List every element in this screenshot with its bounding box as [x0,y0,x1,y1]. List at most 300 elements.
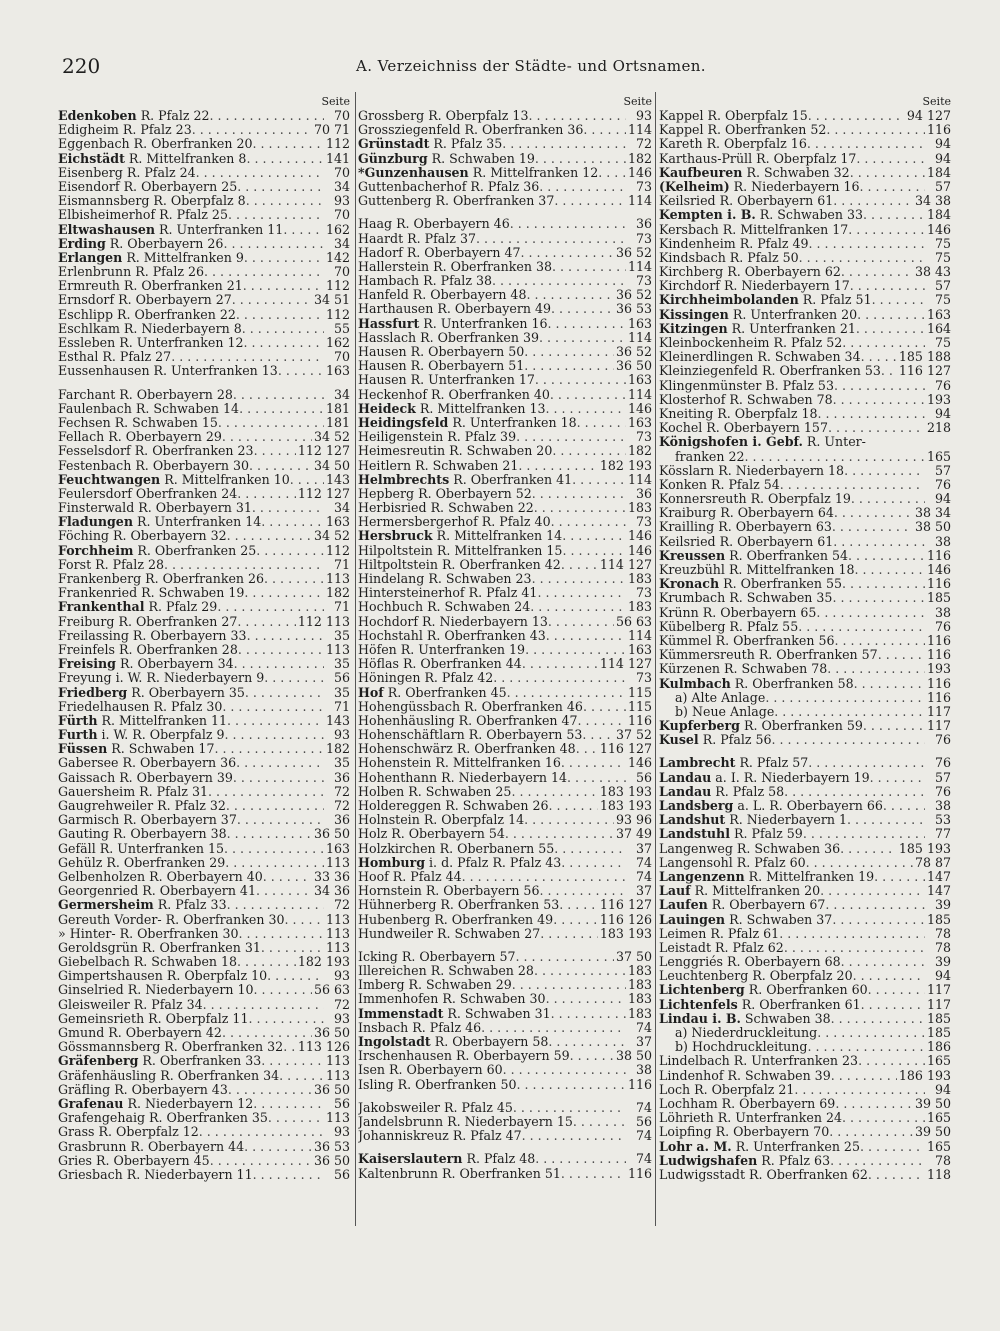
entry-name [659,983,868,997]
index-entry [659,407,951,421]
entry-name: Gräfenhäusling R. Oberfranken 34 [58,1068,280,1083]
leader-dots [850,166,925,180]
index-entry [358,473,652,487]
entry-name: Guttenbacherhof R. Pfalz 36 [358,179,540,194]
index-entry [659,969,951,983]
index-entry [659,799,951,813]
entry-region: R. Niederbayern 16 [729,179,860,194]
index-entry [659,478,951,492]
leader-dots [279,1069,324,1083]
entry-page: 35 [333,656,350,672]
entry-name: Holnstein R. Oberpfalz 14 [358,813,525,828]
entry-page: 183 [627,977,652,993]
entry-name: Konnersreuth R. Oberpfalz 19 [659,492,851,507]
leader-dots [462,870,626,884]
entry-region: R. Unterfranken 16 [419,316,548,331]
entry-page: 94 [934,491,951,507]
index-entry [58,629,350,643]
leader-dots [228,208,324,222]
index-entry [358,515,652,529]
entry-name [659,785,784,799]
entry-region: R. Schwaben 37 [725,912,833,927]
entry-name: Grasbrunn R. Oberbayern 44 [58,1139,245,1154]
entry-name: Hochstahl R. Oberfranken 43 [358,628,546,643]
seite-header: Seite [623,95,652,108]
entry-name [58,714,227,728]
entry-name [358,402,545,416]
leader-dots [214,742,323,756]
entry-name [659,733,772,747]
leader-dots [254,983,312,997]
entry-name: Höfen R. Unterfranken 19 [358,642,526,657]
entry-page: 116 [627,1165,652,1181]
entry-name: Heiligenstein R. Pfalz 39 [358,430,517,445]
entry-page: 113 [325,1110,350,1126]
entry-page: 165 [926,1053,951,1069]
leader-dots [236,756,324,770]
entry-page: 182 [627,443,652,459]
index-entry [58,152,350,166]
entry-name-bold: Kaufbeuren [659,165,743,180]
index-entry [58,402,350,416]
entry-page: 146 [627,542,652,558]
index-entry [659,1168,951,1182]
leader-dots [820,884,925,898]
leader-dots [237,180,324,194]
leader-dots [834,379,925,393]
entry-region: R. Unterfranken 18 [448,415,577,430]
entry-page: 116 [926,647,951,663]
entry-page: 70 [333,207,350,223]
index-entry [58,1154,350,1168]
entry-page: 183 [627,963,652,979]
entry-region: R. Pfalz 57 [735,756,809,771]
entry-name [659,827,803,841]
entry-name: Lindenhof R. Schwaben 39 [659,1068,831,1083]
leader-dots [518,459,598,473]
index-entry [358,1078,652,1092]
leader-dots [244,586,324,600]
leader-dots [244,1140,312,1154]
entry-page: 116 127 [599,741,652,757]
entry-name [58,600,217,614]
index-entry [58,194,350,208]
leader-dots [268,1111,324,1125]
entry-page: 114 [627,386,652,402]
entry-page: 114 127 [599,556,652,572]
entry-name [659,1154,830,1168]
entry-page: 73 [635,670,652,686]
entry-name: Icking R. Oberbayern 57 [358,949,516,964]
index-entry [58,487,350,501]
entry-name: Forst R. Pfalz 28 [58,557,165,572]
entry-name: Friedelhausen R. Pfalz 30 [58,699,223,714]
leader-dots [576,742,598,756]
entry-page: 36 [333,812,350,828]
leader-dots [261,515,324,529]
index-entry [659,492,951,506]
index-entry [659,137,951,151]
entry-name [358,166,598,180]
index-entry [58,501,350,515]
entry-page: 38 [635,1062,652,1078]
entry-page: 117 [926,996,951,1012]
entry-name [358,473,572,487]
entry-page: 164 [926,320,951,336]
index-entry [58,955,350,969]
entry-name [58,515,261,529]
entry-name [358,317,548,331]
index-entry [358,813,652,827]
leader-dots [227,827,312,841]
entry-page: 163 [325,514,350,530]
leader-dots [816,606,925,620]
leader-dots [244,336,324,350]
entry-name: Immenhofen R. Schwaben 30 [358,992,546,1007]
leader-dots [238,643,324,657]
entry-name [58,742,214,756]
index-entry [659,1069,951,1083]
entry-page: 147 [926,868,951,884]
index-entry [358,166,652,180]
leader-dots [526,288,613,302]
entry-name: Gelbenholzen R. Oberbayern 40 [58,869,263,884]
entry-region: R. Pfalz 56 [698,733,772,748]
index-entry [659,208,951,222]
entry-name [659,166,850,180]
index-entry [58,771,350,785]
index-entry [58,785,350,799]
leader-dots [539,884,626,898]
entry-name-bold: Gräfenberg [58,1054,139,1069]
entry-page: 73 [635,514,652,530]
entry-page: 116 [926,576,951,592]
index-entry [58,123,350,137]
index-entry [659,870,951,884]
entry-page: 112 127 [297,485,350,501]
leader-dots [253,1168,324,1182]
entry-page: 143 [325,712,350,728]
index-entry [358,728,652,742]
index-entry [659,166,951,180]
entry-region: R. Pfalz 22 [136,109,210,123]
index-entry [659,464,951,478]
leader-dots [476,232,626,246]
index-entry [659,1111,951,1125]
index-entry [58,813,350,827]
entry-name: Fellach R. Oberbayern 29 [58,430,222,445]
index-entry [58,388,350,402]
entry-name [58,109,210,123]
leader-dots [254,444,296,458]
entry-page: 116 [627,1076,652,1092]
entry-name-bold: Erding [58,236,106,251]
entry-page: 112 113 [297,613,350,629]
index-entry [58,293,350,307]
entry-page: 185 [926,1010,951,1026]
index-entry [659,927,951,941]
entry-name [659,884,820,898]
leader-dots [263,870,312,884]
entry-page: 116 [926,632,951,648]
leader-dots [535,1152,626,1166]
entry-page: 70 [333,349,350,365]
leader-dots [872,293,925,307]
leader-dots [860,180,926,194]
entry-name: Fesselsdorf R. Oberfranken 23 [58,444,254,459]
leader-dots [233,771,324,785]
entry-name: Hausen R. Oberbayern 50 [358,345,525,359]
index-entry [58,643,350,657]
leader-dots [510,217,626,231]
entry-page: 74 [635,868,652,884]
index-entry [659,898,951,912]
index-entry [58,265,350,279]
entry-name: Hubenberg R. Oberfranken 49 [358,912,554,927]
leader-dots [492,274,626,288]
leader-dots [225,856,324,870]
leader-dots [511,785,597,799]
entry-name [58,237,223,251]
entry-page: 36 53 [313,1138,350,1154]
index-entry [358,317,652,331]
index-entry [358,913,652,927]
entry-name: Haardt R. Pfalz 37 [358,231,476,246]
entry-page: 116 126 [599,911,652,927]
leader-dots [164,558,324,572]
leader-dots [218,416,324,430]
index-entry [358,345,652,359]
index-entry [358,714,652,728]
index-entry [358,671,652,685]
leader-dots [203,998,324,1012]
entry-name: Geroldsgrün R. Oberfranken 31 [58,940,261,955]
entry-page: 112 [325,306,350,322]
entry-page: 93 [635,108,652,123]
leader-dots [833,194,913,208]
entry-page: 182 193 [297,954,350,970]
leader-dots [868,1168,925,1182]
entry-page: 74 [635,1019,652,1035]
leader-dots [223,237,324,251]
leader-dots [481,1021,626,1035]
entry-name [659,180,860,194]
entry-page: 93 [333,1124,350,1140]
index-entry [358,950,652,964]
leader-dots [278,364,324,378]
entry-page: 38 50 [615,1048,652,1064]
index-entry [659,180,951,194]
index-entry [358,615,652,629]
index-entry [659,308,951,322]
index-entry [659,506,951,520]
leader-dots [248,1012,324,1026]
index-entry [358,600,652,614]
entry-name: Hochbuch R. Schwaben 24 [358,600,531,615]
entry-page: 146 [627,400,652,416]
entry-name: Lochham R. Oberbayern 69 [659,1096,836,1111]
entry-name: b) Neue Anlage [675,704,775,719]
entry-name: Kindsbach R. Pfalz 50 [659,250,799,265]
entry-name: Holzkirchen R. Oberbanern 55 [358,841,555,856]
leader-dots [204,265,324,279]
entry-page: 34 [333,386,350,402]
entry-name: Isling R. Oberfranken 50 [358,1077,517,1092]
entry-region: R. Pfalz 51 [798,293,872,308]
index-entry [358,884,652,898]
entry-page: 116 127 [599,897,652,913]
entry-page: 185 188 [898,349,951,365]
entry-page: 37 [635,883,652,899]
leader-dots [854,563,924,577]
entry-name [358,152,535,166]
index-entry [659,577,951,591]
leader-dots [252,501,324,515]
entry-page: 113 [325,939,350,955]
leader-dots [239,402,324,416]
leader-dots [832,913,925,927]
entry-page: 112 [325,542,350,558]
entry-region: R. Unterfranken 25 [731,1139,860,1154]
entry-page: 162 [325,221,350,237]
index-entry [358,180,652,194]
index-entry [358,700,652,714]
index-entry [58,223,350,237]
leader-dots [545,402,625,416]
entry-page: 34 50 [313,457,350,473]
leader-dots [525,643,626,657]
leader-dots [878,648,925,662]
entry-name: Esthal R. Pfalz 27 [58,350,172,365]
entry-region: R. Pfalz 33 [153,898,227,913]
entry-name: franken 22 [675,449,745,464]
entry-name [659,799,883,813]
index-entry [358,152,652,166]
entry-page: 185 [926,1025,951,1040]
index-entry [659,884,951,898]
entry-page: 116 [926,689,951,705]
index-entry [58,308,350,322]
entry-name-bold: Homburg [358,855,426,870]
leader-dots [535,152,626,166]
leader-dots [818,407,925,421]
entry-name: Frankenried R. Schwaben 19 [58,586,245,601]
entry-name-bold: Füssen [58,742,108,757]
entry-page: 146 [926,221,951,237]
leader-dots [227,898,324,912]
leader-dots [224,842,324,856]
leader-dots [237,813,324,827]
index-entry [358,799,652,813]
index-entry [358,1007,652,1021]
entry-name [659,898,825,912]
index-entry [58,827,350,841]
entry-page: 34 36 [313,883,350,899]
entry-page: 117 [926,982,951,998]
entry-name: Kraiburg R. Oberbayern 64 [659,506,834,521]
leader-dots [799,251,925,265]
entry-region: R. Unterfranken 20 [728,307,858,322]
entry-region: R. Oberfranken 33 [138,1054,262,1069]
entry-page: 165 [926,1110,951,1126]
entry-name: Gaissach R. Oberbayern 39 [58,770,233,785]
index-entry [358,260,652,274]
index-entry [659,591,951,605]
entry-name: Leimen R. Pfalz 61 [659,926,780,941]
leader-dots [253,137,324,151]
entry-name: Hiltpoltstein R. Oberfranken 42 [358,557,561,572]
entry-name [358,416,577,430]
index-entry [659,279,951,293]
entry-name [659,998,861,1012]
leader-dots [578,714,626,728]
entry-name: Kappel R. Oberpfalz 15 [659,109,808,123]
index-entry [659,813,951,827]
entry-name [358,1035,548,1049]
entry-page: 112 127 [297,443,350,459]
entry-page: 53 [934,812,951,828]
index-entry [358,501,652,515]
index-entry [358,686,652,700]
entry-name-bold: Langenzenn [659,869,745,884]
entry-region: R. Oberbayern 34 [116,657,234,672]
leader-dots [826,123,925,137]
entry-name: Krünn R. Oberbayern 65 [659,605,817,620]
entry-name: Föching R. Oberbayern 32 [58,529,227,544]
entry-name: Heitlern R. Schwaben 21 [358,458,519,473]
entry-name [58,728,225,742]
leader-dots [831,1069,897,1083]
entry-name: Fechsen R. Schwaben 15 [58,415,218,430]
entry-name [659,577,842,591]
leader-dots [554,194,626,208]
entry-name-bold: Kirchheimbolanden [659,293,799,308]
entry-name-bold: Landstuhl [659,827,730,842]
index-entry [659,364,951,378]
entry-region: R. Oberfranken 41 [449,472,573,487]
index-entry [659,535,951,549]
index-entry [659,1140,951,1154]
entry-name [58,544,256,558]
entry-page: 115 [627,698,652,714]
entry-region: R. Mittelfranken 11 [97,713,228,728]
entry-region: R. Unter- [802,435,866,450]
leader-dots [553,913,598,927]
index-entry [659,620,951,634]
leader-dots [807,137,925,151]
entry-region: R. Oberfranken 58 [730,676,854,691]
entry-page: 78 [934,1152,951,1168]
entry-name-bold: Landsberg [659,799,734,813]
entry-name: Leuchtenberg R. Oberpfalz 20 [659,969,853,984]
entry-name [659,677,854,691]
index-entry [659,265,951,279]
index-entry [58,1012,350,1026]
entry-name-bold: Hassfurt [358,316,420,331]
entry-name: Kareth R. Oberpfalz 16 [659,137,807,152]
entry-name: Krailling R. Oberbayern 63 [659,520,832,535]
index-entry [58,913,350,927]
index-entry [358,856,652,870]
entry-page: 38 34 [914,505,951,521]
entry-name [58,223,283,237]
entry-page: 118 [926,1166,951,1182]
index-entry [58,1026,350,1040]
entry-page: 146 [627,164,652,180]
index-entry [659,194,951,208]
entry-page: 70 [333,108,350,123]
entry-page: 36 53 [615,301,652,317]
